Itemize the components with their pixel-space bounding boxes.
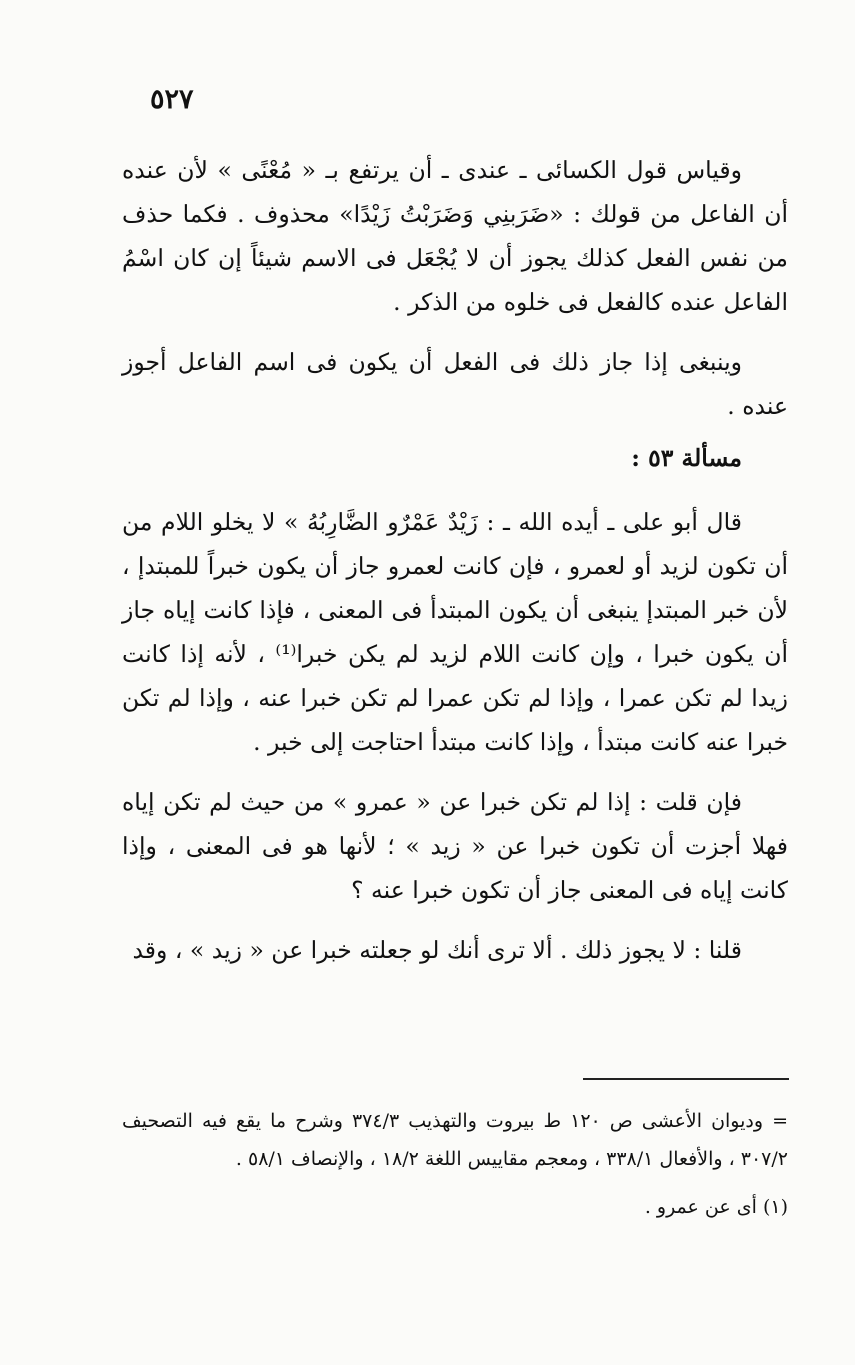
footnote-1: (١) أى عن عمرو . <box>644 1196 788 1218</box>
paragraph-gap <box>122 324 788 340</box>
footnote-continued: = وديوان الأعشى ص ١٢٠ ط بيروت والتهذيب ٣٧٤/٣ وشرح ما يقع فيه التصحيف ٣٠٧/٢ ، والأفعال ٣٣٨/١ ، ومعجم مقاييس اللغة ١٨/٢ ، والإنصاف ٥٨/١ . <box>122 1110 788 1170</box>
paragraph-2: وينبغى إذا جاز ذلك فى الفعل أن يكون فى اسم الفاعل أجوز عنده . <box>122 348 788 420</box>
footnote-gap <box>122 1178 788 1188</box>
paragraph-gap <box>122 912 788 928</box>
footnote-divider <box>583 1078 789 1080</box>
paragraph-1: وقياس قول الكسائى ـ عندى ـ أن يرتفع بـ « مُعْنًى » لأن عنده أن الفاعل من قولك : «ضَرَبنِي وَضَرَبْتُ زَيْدًا» محذوف . فكما حذف من نفس الفعل كذلك يجوز أن لا يُجْعَل فى الاسم شيئاً إن كان اسْمُ الفاعل عنده كالفعل فى خلوه من الذكر . <box>122 156 788 316</box>
paragraph-gap <box>122 428 788 436</box>
paragraph-4: فإن قلت : إذا لم تكن خبرا عن « عمرو » من حيث لم تكن إياه فهلا أجزت أن تكون خبرا عن « زيد » ؛ لأنها هو فى المعنى ، وإذا كانت إياه فى المعنى جاز أن تكون خبرا عنه ؟ <box>122 788 788 904</box>
paragraph-gap <box>122 480 788 500</box>
main-text <box>122 148 788 972</box>
paragraph-gap <box>122 764 788 780</box>
section-heading: مسألة ٥٣ : <box>631 444 742 472</box>
paragraph-5: قلنا : لا يجوز ذلك . ألا ترى أنك لو جعلته خبرا عن « زيد » ، وقد <box>132 936 742 964</box>
paragraph-3: قال أبو على ـ أيده الله ـ : زَيْدٌ عَمْرٌو الضَّارِبُهُ » لا يخلو اللام من أن تكون لزيد أو لعمرو ، فإن كانت لعمرو جاز أن يكون خبراً للمبتدإ ، لأن خبر المبتدإ ينبغى أن يكون المبتدأ فى المعنى ، فإذا كانت إياه جاز أن يكون خبرا ، وإن كانت اللام لزيد لم يكن خبرا⁽¹⁾ ، لأنه إذا كانت زيدا لم تكن عمرا ، وإذا لم تكن عمرا لم تكن خبرا عنه ، وإذا لم تكن خبرا عنه كانت مبتدأ ، وإذا كانت مبتدأ احتاجت إلى خبر . <box>122 508 789 756</box>
page-number: ٥٢٧ <box>150 84 194 115</box>
footnotes <box>122 1102 788 1226</box>
